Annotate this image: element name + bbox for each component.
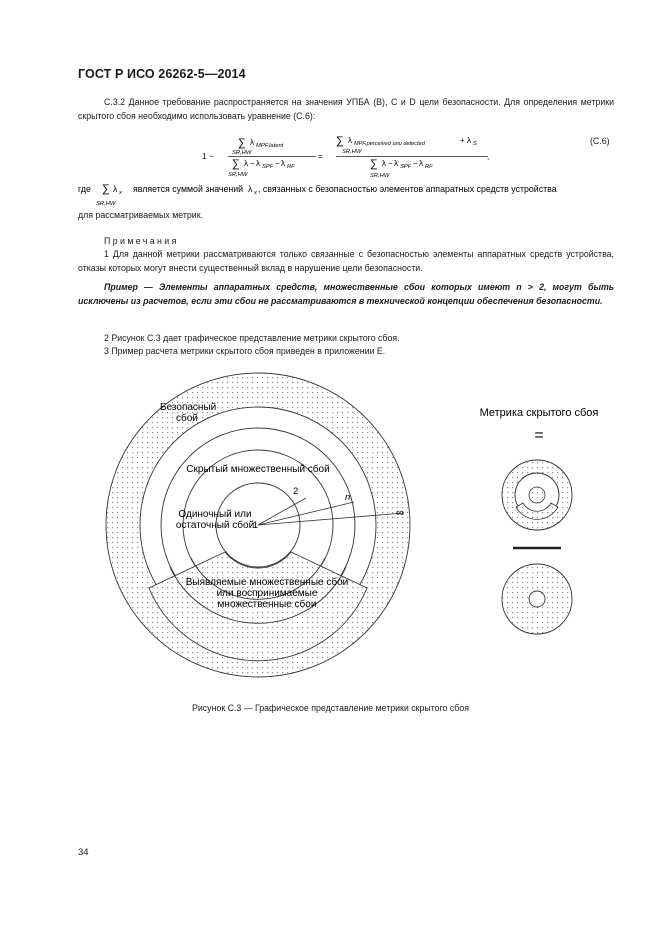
formula-sub: RF — [425, 164, 433, 170]
note-1: 1 Для данной метрики рассматриваются только связанные с безопасностью элементы аппаратных средств устройства, отказы которых могут внести существенный вклад в нарушение цели безопасности. — [78, 249, 614, 273]
page-number: 34 — [78, 847, 89, 858]
formula-sub: RF — [287, 164, 295, 170]
formula-equals: = — [318, 152, 323, 161]
formula-lambda: λ — [281, 159, 285, 168]
note-2: 2 Рисунок С.3 дает графическое представление метрики скрытого сбоя. — [104, 333, 400, 343]
formula-minus: − — [388, 159, 393, 168]
document-header: ГОСТ Р ИСО 26262-5—2014 — [78, 67, 246, 81]
formula-plus: + — [460, 136, 465, 145]
label-safe: Безопасный — [160, 402, 217, 413]
label-detected-2: или воспринимаемые — [216, 588, 318, 599]
numerator-center — [529, 487, 545, 503]
formula-sub: SR,HW — [370, 173, 390, 179]
formula-lambda: λ — [382, 159, 386, 168]
formula-lambda: λ — [250, 138, 254, 147]
label-detected: Выявляемые множественные сбои — [185, 577, 349, 588]
label-safe-2: сбой — [176, 413, 198, 424]
where-text: является суммой значений — [133, 184, 244, 194]
where-line — [78, 180, 618, 210]
label-1: 1 — [253, 520, 259, 530]
example-text: Пример — Элементы аппаратных средств, множественные сбои которых имеют n > 2, могут быть исключены из расчетов, если эти сбои не рассматриваются в технической концепции обеспечения безопасности. — [78, 282, 614, 306]
label-2: 2 — [293, 486, 299, 497]
formula-sub: SPF — [400, 164, 412, 170]
label-latent: Скрытый множественный сбой — [186, 464, 330, 475]
formula-sigma: ∑ — [370, 158, 378, 170]
label-detected-3: множественные сбои — [217, 599, 317, 610]
formula-sub: SR,HW — [228, 172, 248, 178]
where-sub: x — [119, 190, 122, 196]
formula-sub: SR,HW — [342, 149, 362, 155]
formula-lambda: λ — [256, 159, 260, 168]
metric-equals: = — [534, 427, 544, 444]
formula-lambda: λ — [244, 159, 248, 168]
formula-one-minus: 1 − — [202, 151, 215, 161]
figure-caption: Рисунок С.3 — Графическое представление метрики скрытого сбоя — [192, 703, 469, 713]
note-3: 3 Пример расчета метрики скрытого сбоя приведен в приложении Е. — [104, 346, 386, 356]
paragraph-c32: С.3.2 Данное требование распространяется на значения УПБА (В), С и D цели безопасности. Для определения метрики скрытого сбоя необходимо использовать уравнение (С.6): — [78, 97, 614, 121]
label-single: Одиночный или — [178, 509, 252, 520]
denominator-center — [529, 591, 545, 607]
label-infinity: ∞ — [396, 507, 404, 519]
formula-lambda: λ — [348, 136, 352, 145]
formula-sub: MPF,perceived или detected — [354, 141, 425, 147]
where-sub2: x — [254, 190, 257, 196]
formula-minus: − — [275, 159, 280, 168]
formula-sub: S — [473, 141, 477, 147]
formula-minus: − — [250, 159, 255, 168]
formula-sub: SPF — [262, 164, 274, 170]
label-single-2: остаточный сбой — [175, 520, 255, 531]
formula-minus: − — [413, 159, 418, 168]
formula-sub: MPF,latent — [256, 143, 284, 149]
formula-sigma: ∑ — [238, 137, 246, 149]
formula-sigma: ∑ — [232, 158, 240, 170]
metric-title: Метрика скрытого сбоя — [479, 407, 599, 419]
where-sigma: ∑ — [102, 183, 110, 195]
where-sum-sub: SR,HW — [96, 201, 116, 207]
equation-number: (С.6) — [590, 136, 610, 146]
notes-title: Примечания — [104, 236, 179, 246]
formula-lambda: λ — [467, 136, 471, 145]
formula-comma: , — [487, 152, 490, 161]
formula-sub: SR,HW — [232, 150, 252, 156]
where-line-2: для рассматриваемых метрик. — [78, 210, 203, 220]
formula-lambda: λ — [419, 159, 423, 168]
figure-c3 — [80, 370, 625, 690]
formula-lambda: λ — [394, 159, 398, 168]
where-prefix: где — [78, 184, 91, 194]
formula-sigma: ∑ — [336, 135, 344, 147]
formula-c6 — [198, 128, 498, 186]
where-text2: , связанных с безопасностью элементов аппаратных средств устройства — [258, 184, 557, 194]
where-lambda2: λ — [248, 184, 253, 194]
label-n: n — [345, 492, 351, 503]
where-lambda: λ — [113, 184, 118, 194]
